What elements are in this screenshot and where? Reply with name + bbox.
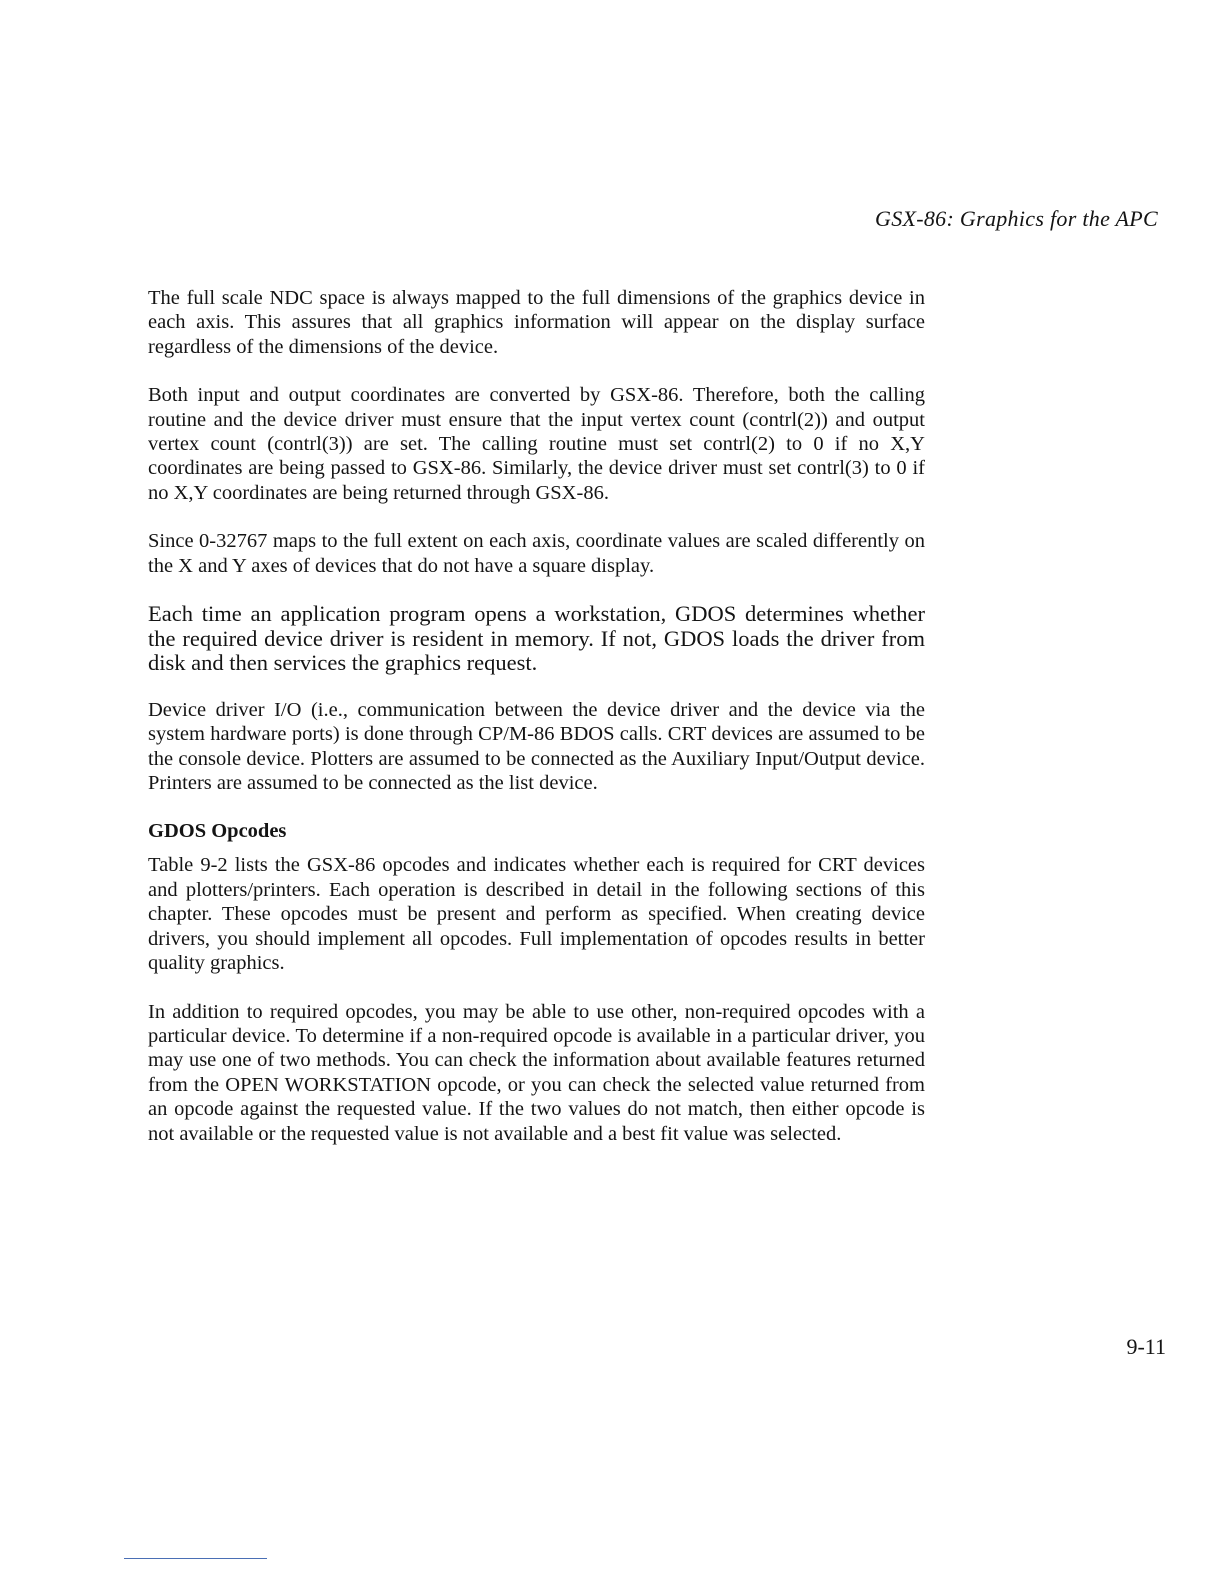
paragraph-gdos-loading: Each time an application program opens a workstation, GDOS determines whether the required device driver is resident in memory. If not, GDOS loads the driver from disk and then services the graphics request. — [148, 601, 925, 676]
paragraph-coordinates: Both input and output coordinates are converted by GSX-86. Therefore, both the calling routine and the device driver must ensure that the input vertex count (contrl(2)) and output vertex count (contrl(3)) are set. The calling routine must set contrl(2) to 0 if no X,Y coordinates are being passed to GSX-86. Similarly, the device driver must set contrl(3) to 0 if no X,Y coordinates are being returned through GSX-86. — [148, 384, 925, 504]
paragraph-scaling: Since 0-32767 maps to the full extent on each axis, coordinate values are scaled differently on the X and Y axes of devices that do not have a square display. — [148, 530, 925, 577]
scan-artifact-line — [124, 1558, 267, 1559]
section-heading-gdos-opcodes: GDOS Opcodes — [148, 820, 287, 843]
page-number: 9-11 — [1126, 1334, 1166, 1359]
paragraph-opcodes-table: Table 9-2 lists the GSX-86 opcodes and indicates whether each is required for CRT devices and plotters/printers. Each operation is described in detail in the following sections of this chapter. These opcodes must be present and perform as specified. When creating device drivers, you should implement all opcodes. Full implementation of opcodes results in better quality graphics. — [148, 854, 925, 975]
page-body — [148, 286, 925, 1170]
paragraph-non-required-opcodes: In addition to required opcodes, you may be able to use other, non-required opcodes with a particular device. To determine if a non-required opcode is available in a particular driver, you may use one of two methods. You can check the information about available features returned from the OPEN WORKSTATION opcode, or you can check the selected value returned from an opcode against the requested value. If the two values do not match, then either opcode is not available or the requested value is not available and a best fit value was selected. — [148, 1000, 925, 1145]
running-header: GSX-86: Graphics for the APC — [875, 206, 1158, 231]
paragraph-device-io: Device driver I/O (i.e., communication between the device driver and the device via the system hardware ports) is done through CP/M-86 BDOS calls. CRT devices are assumed to be the console device. Plotters are assumed to be connected as the Auxiliary Input/Output device. Printers are assumed to be connected as the list device. — [148, 698, 925, 795]
paragraph-ndc-space: The full scale NDC space is always mapped to the full dimensions of the graphics device in each axis. This assures that all graphics information will appear on the display surface regardless of the dimensions of the device. — [148, 287, 925, 358]
